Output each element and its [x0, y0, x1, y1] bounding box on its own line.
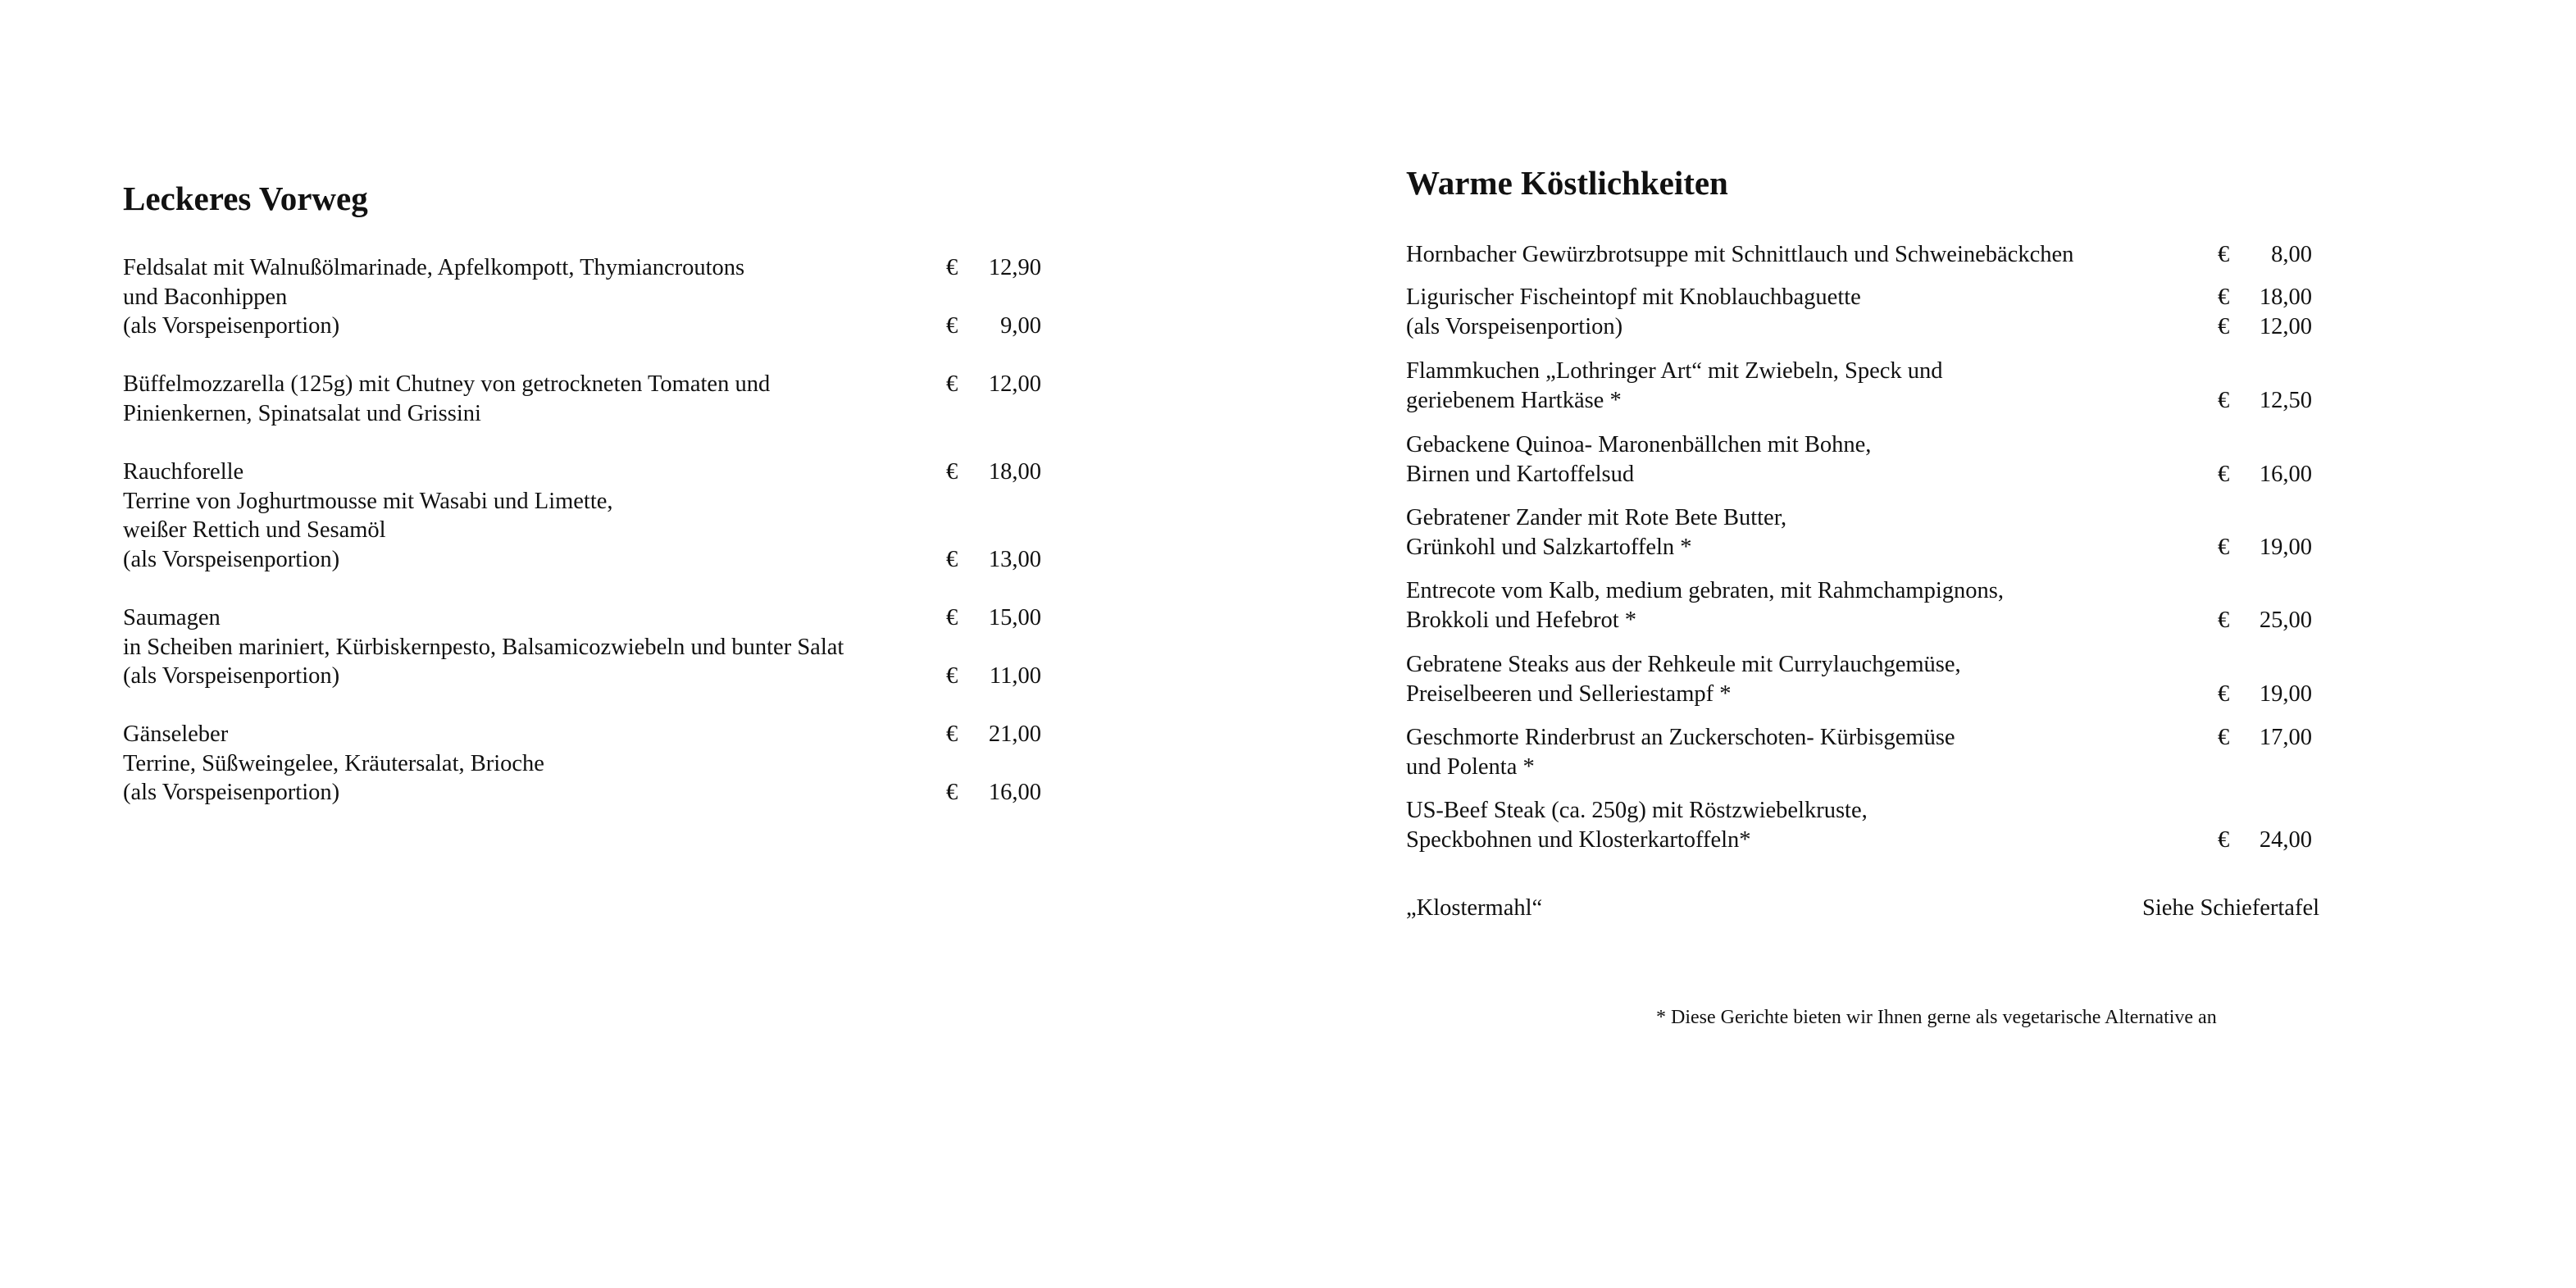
menu-item-line: Terrine von Joghurtmousse mit Wasabi und Limette,: [123, 488, 613, 514]
menu-item-price: 18,00: [988, 459, 1041, 485]
menu-item-line: Rauchforelle: [123, 459, 244, 485]
menu-item-price: 19,00: [2259, 534, 2312, 560]
menu-item-price: 12,00: [2259, 313, 2312, 339]
main-courses-list: [1406, 0, 2447, 1288]
currency-symbol: €: [946, 663, 958, 689]
menu-item-line: in Scheiben mariniert, Kürbiskernpesto, Balsamicozwiebeln und bunter Salat: [123, 634, 844, 660]
menu-item-price: 9,00: [1000, 313, 1041, 339]
menu-item-price: 12,00: [988, 371, 1041, 397]
menu-item-line: Gänseleber: [123, 721, 229, 747]
menu-item-line: Saumagen: [123, 605, 221, 630]
menu-item-line: Terrine, Süßweingelee, Kräutersalat, Brioche: [123, 750, 544, 776]
currency-symbol: €: [946, 313, 958, 339]
currency-symbol: €: [2218, 461, 2230, 487]
currency-symbol: €: [2218, 826, 2230, 853]
menu-item-line: Gebratener Zander mit Rote Bete Butter,: [1406, 505, 1787, 530]
currency-symbol: €: [946, 371, 958, 397]
menu-item-line: Flammkuchen „Lothringer Art“ mit Zwiebeln, Speck und: [1406, 358, 1943, 384]
menu-item-price: 25,00: [2259, 607, 2312, 633]
starters-list: [123, 0, 1058, 1288]
vegetarian-footnote: * Diese Gerichte bieten wir Ihnen gerne als vegetarische Alternative an: [1656, 1007, 2217, 1028]
currency-symbol: €: [946, 255, 958, 280]
menu-item-price: 13,00: [988, 546, 1041, 572]
special-dish-price: Siehe Schiefertafel: [2142, 895, 2320, 921]
menu-item-line: Preiselbeeren und Selleriestampf *: [1406, 680, 1732, 707]
menu-item-price: 19,00: [2259, 680, 2312, 707]
currency-symbol: €: [2218, 313, 2230, 339]
menu-item-line: geriebenem Hartkäse *: [1406, 387, 1622, 413]
menu-item-line: Speckbohnen und Klosterkartoffeln*: [1406, 826, 1751, 853]
menu-item-line: US-Beef Steak (ca. 250g) mit Röstzwiebelkruste,: [1406, 798, 1868, 823]
menu-item-line: Gebratene Steaks aus der Rehkeule mit Currylauchgemüse,: [1406, 652, 1961, 677]
menu-item-price: 8,00: [2271, 242, 2312, 267]
currency-symbol: €: [946, 605, 958, 630]
menu-item-price: 15,00: [988, 605, 1041, 630]
menu-item-line: Feldsalat mit Walnußölmarinade, Apfelkompott, Thymiancroutons: [123, 255, 745, 280]
currency-symbol: €: [946, 546, 958, 572]
menu-item-price: 24,00: [2259, 826, 2312, 853]
menu-item-line: (als Vorspeisenportion): [123, 663, 340, 689]
currency-symbol: €: [2218, 534, 2230, 560]
currency-symbol: €: [946, 721, 958, 747]
menu-item-price: 16,00: [2259, 461, 2312, 487]
currency-symbol: €: [946, 459, 958, 485]
menu-item-line: Grünkohl und Salzkartoffeln *: [1406, 534, 1692, 560]
menu-item-line: Entrecote vom Kalb, medium gebraten, mit Rahmchampignons,: [1406, 578, 2004, 603]
section-title-starters: Leckeres Vorweg: [123, 180, 368, 217]
menu-item-price: 18,00: [2259, 284, 2312, 310]
menu-item-line: und Baconhippen: [123, 284, 288, 310]
menu-item-line: Gebackene Quinoa- Maronenbällchen mit Bohne,: [1406, 432, 1872, 457]
menu-item-line: Geschmorte Rinderbrust an Zuckerschoten- Kürbisgemüse: [1406, 725, 1955, 750]
section-title-main-courses: Warme Köstlichkeiten: [1406, 164, 1728, 202]
menu-item-price: 12,90: [988, 255, 1041, 280]
currency-symbol: €: [2218, 607, 2230, 633]
menu-item-line: Brokkoli und Hefebrot *: [1406, 607, 1636, 633]
menu-item-line: Hornbacher Gewürzbrotsuppe mit Schnittlauch und Schweinebäckchen: [1406, 242, 2074, 267]
menu-item-line: Ligurischer Fischeintopf mit Knoblauchbaguette: [1406, 284, 1861, 310]
currency-symbol: €: [2218, 387, 2230, 413]
menu-item-price: 16,00: [988, 780, 1041, 805]
menu-item-line: (als Vorspeisenportion): [1406, 313, 1623, 339]
menu-item-line: Birnen und Kartoffelsud: [1406, 461, 1635, 487]
menu-item-line: Büffelmozzarella (125g) mit Chutney von getrockneten Tomaten und: [123, 371, 771, 397]
currency-symbol: €: [2218, 242, 2230, 267]
currency-symbol: €: [2218, 284, 2230, 310]
currency-symbol: €: [2218, 680, 2230, 707]
currency-symbol: €: [2218, 725, 2230, 750]
menu-item-line: (als Vorspeisenportion): [123, 780, 340, 805]
special-dish-name: „Klostermahl“: [1406, 895, 1543, 921]
menu-item-line: weißer Rettich und Sesamöl: [123, 517, 386, 543]
menu-item-line: und Polenta *: [1406, 753, 1535, 780]
menu-item-price: 21,00: [988, 721, 1041, 747]
menu-item-price: 17,00: [2259, 725, 2312, 750]
menu-item-line: (als Vorspeisenportion): [123, 313, 340, 339]
menu-item-price: 12,50: [2259, 387, 2312, 413]
menu-item-price: 11,00: [989, 663, 1041, 689]
currency-symbol: €: [946, 780, 958, 805]
menu-item-line: Pinienkernen, Spinatsalat und Grissini: [123, 400, 481, 426]
menu-item-line: (als Vorspeisenportion): [123, 546, 340, 572]
